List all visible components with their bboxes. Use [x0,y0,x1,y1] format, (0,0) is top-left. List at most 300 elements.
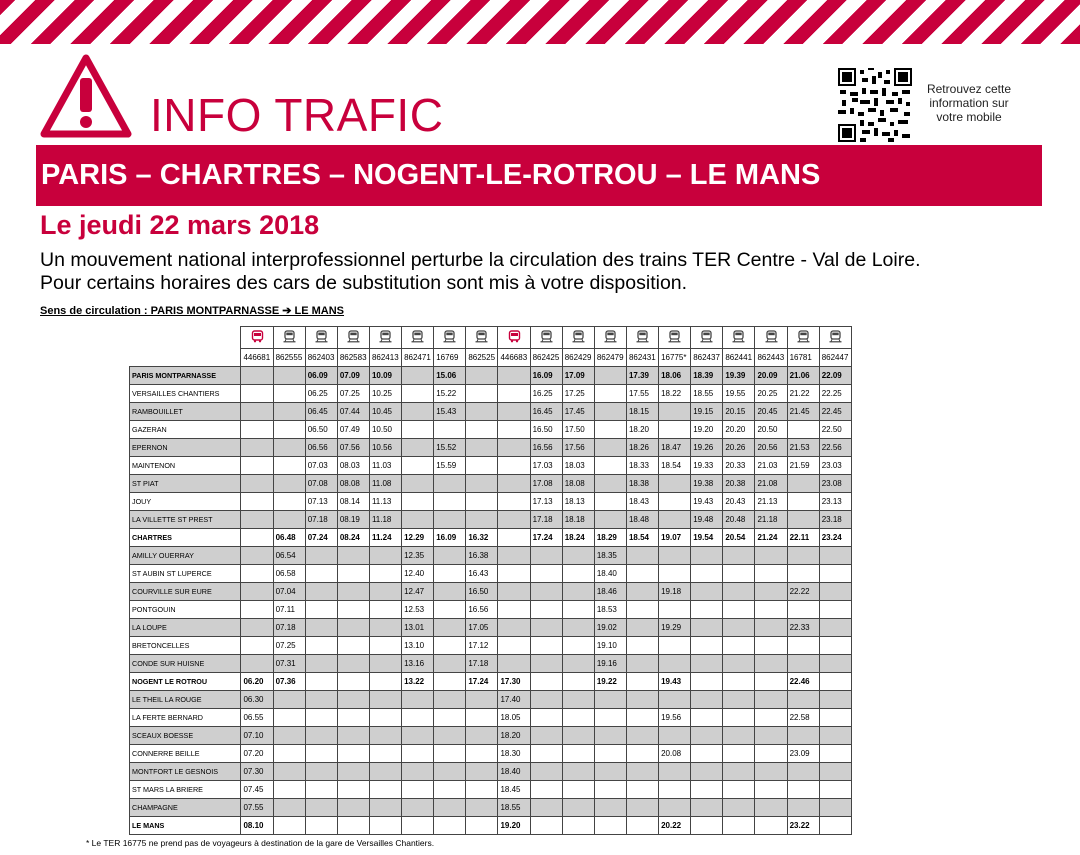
departure-time [434,691,466,709]
departure-time [337,727,369,745]
departure-time [498,421,530,439]
station-name: PARIS MONTPARNASSE [130,367,241,385]
departure-time [755,799,787,817]
departure-time [594,457,626,475]
departure-time [626,691,658,709]
departure-time [723,817,755,835]
departure-time: 18.54 [626,529,658,547]
departure-time [273,691,305,709]
departure-time: 12.53 [402,601,434,619]
departure-time [691,817,723,835]
table-row [130,565,852,583]
departure-time: 19.16 [594,655,626,673]
departure-time: 17.55 [626,385,658,403]
departure-time [402,799,434,817]
departure-time [594,421,626,439]
departure-time [305,763,337,781]
departure-time: 19.29 [659,619,691,637]
departure-time: 20.20 [723,421,755,439]
departure-time [819,817,851,835]
departure-time [434,727,466,745]
departure-time [691,601,723,619]
departure-time [562,601,594,619]
train-icon [337,327,369,349]
departure-time [530,583,562,601]
departure-time: 11.18 [369,511,401,529]
departure-time [723,655,755,673]
departure-time [369,619,401,637]
departure-time: 06.58 [273,565,305,583]
disruption-description [40,249,920,295]
departure-time: 07.11 [273,601,305,619]
departure-time: 20.45 [755,403,787,421]
train-number: 862583 [337,349,369,367]
departure-time [402,439,434,457]
table-row [130,601,852,619]
departure-time: 22.22 [787,583,819,601]
departure-time [434,493,466,511]
departure-time [626,601,658,619]
departure-time [241,601,273,619]
departure-time [434,637,466,655]
departure-time [562,727,594,745]
departure-time: 20.38 [723,475,755,493]
departure-time: 17.45 [562,403,594,421]
departure-time [466,385,498,403]
departure-time [498,439,530,457]
departure-time [498,619,530,637]
departure-time [562,817,594,835]
train-icon [369,327,401,349]
departure-time: 23.09 [787,745,819,763]
departure-time [498,565,530,583]
departure-time: 06.56 [305,439,337,457]
train-number: 862471 [402,349,434,367]
departure-time [466,457,498,475]
table-row [130,763,852,781]
departure-time [691,781,723,799]
departure-time [594,745,626,763]
departure-time [691,637,723,655]
departure-time [755,817,787,835]
departure-time [337,565,369,583]
departure-time: 20.26 [723,439,755,457]
departure-time [723,673,755,691]
departure-time [787,511,819,529]
departure-time [723,565,755,583]
departure-time [755,781,787,799]
departure-time: 23.24 [819,529,851,547]
departure-time [594,709,626,727]
departure-time: 08.14 [337,493,369,511]
departure-time: 21.08 [755,475,787,493]
train-icon [530,327,562,349]
departure-time: 13.16 [402,655,434,673]
departure-time: 18.54 [659,457,691,475]
departure-time: 06.20 [241,673,273,691]
departure-time: 18.33 [626,457,658,475]
warning-icon [40,54,132,143]
station-name: NOGENT LE ROTROU [130,673,241,691]
departure-time: 07.56 [337,439,369,457]
departure-time: 21.13 [755,493,787,511]
departure-time: 20.33 [723,457,755,475]
departure-time: 11.24 [369,529,401,547]
departure-time: 17.39 [626,367,658,385]
departure-time: 11.13 [369,493,401,511]
departure-time [273,439,305,457]
departure-time: 18.20 [626,421,658,439]
departure-time [241,385,273,403]
departure-time [819,763,851,781]
departure-time [691,727,723,745]
train-icon [305,327,337,349]
departure-time: 22.56 [819,439,851,457]
train-icon [594,327,626,349]
departure-time: 23.22 [787,817,819,835]
departure-time [434,619,466,637]
departure-time [498,601,530,619]
departure-time [819,637,851,655]
departure-time: 07.25 [273,637,305,655]
departure-time: 07.03 [305,457,337,475]
departure-time [402,385,434,403]
departure-time: 10.09 [369,367,401,385]
departure-time [498,547,530,565]
departure-time: 17.56 [562,439,594,457]
departure-time: 07.31 [273,655,305,673]
table-row [130,547,852,565]
departure-time [691,745,723,763]
departure-time [466,781,498,799]
departure-time [787,637,819,655]
departure-time [369,601,401,619]
departure-time: 17.30 [498,673,530,691]
departure-time [241,421,273,439]
departure-time: 18.20 [498,727,530,745]
departure-time [466,799,498,817]
departure-time [723,763,755,781]
departure-time [402,367,434,385]
departure-time [369,817,401,835]
departure-time [723,601,755,619]
departure-time [273,493,305,511]
train-number: 16775* [659,349,691,367]
departure-time [241,511,273,529]
departure-time [434,673,466,691]
departure-time: 18.24 [562,529,594,547]
departure-time [723,709,755,727]
table-row [130,727,852,745]
departure-time [659,763,691,781]
departure-time: 11.03 [369,457,401,475]
departure-time [337,673,369,691]
departure-time: 18.30 [498,745,530,763]
departure-time: 23.03 [819,457,851,475]
departure-time [787,781,819,799]
departure-time [659,655,691,673]
station-name: CHAMPAGNE [130,799,241,817]
departure-time [402,745,434,763]
departure-time: 18.39 [691,367,723,385]
departure-time [723,691,755,709]
departure-time [626,655,658,673]
train-icon [273,327,305,349]
departure-time [369,565,401,583]
departure-time [787,547,819,565]
departure-time [594,799,626,817]
table-row [130,817,852,835]
departure-time [369,655,401,673]
departure-time [402,781,434,799]
departure-time: 07.36 [273,673,305,691]
departure-time: 19.48 [691,511,723,529]
departure-time [594,475,626,493]
departure-time [273,511,305,529]
departure-time [787,601,819,619]
departure-time [273,457,305,475]
departure-time [337,709,369,727]
train-number: 862525 [466,349,498,367]
train-number: 16781 [787,349,819,367]
table-row [130,745,852,763]
departure-time: 12.35 [402,547,434,565]
departure-time: 12.47 [402,583,434,601]
page-title: INFO TRAFIC [150,89,444,141]
departure-time [273,727,305,745]
departure-time: 06.45 [305,403,337,421]
table-row [130,367,852,385]
departure-time [626,781,658,799]
train-icon [691,327,723,349]
departure-time [659,475,691,493]
departure-time: 07.18 [273,619,305,637]
departure-time [434,421,466,439]
departure-time [530,745,562,763]
station-name: LA FERTE BERNARD [130,709,241,727]
station-name: PONTGOUIN [130,601,241,619]
departure-time [305,547,337,565]
departure-time [819,709,851,727]
departure-time [434,547,466,565]
train-number: 446683 [498,349,530,367]
departure-time [594,385,626,403]
departure-time: 23.18 [819,511,851,529]
departure-time: 21.53 [787,439,819,457]
departure-time [337,619,369,637]
departure-time [659,565,691,583]
departure-time [691,709,723,727]
departure-time [466,511,498,529]
departure-time [402,727,434,745]
departure-time: 06.25 [305,385,337,403]
train-icon [723,327,755,349]
departure-time: 18.06 [659,367,691,385]
departure-time [626,673,658,691]
departure-time [594,511,626,529]
departure-time: 06.50 [305,421,337,439]
departure-time [434,817,466,835]
departure-time [402,817,434,835]
departure-time [434,745,466,763]
departure-time [755,691,787,709]
departure-time: 06.55 [241,709,273,727]
departure-time [241,475,273,493]
blank-cell [130,327,241,349]
departure-time [305,745,337,763]
train-number: 446681 [241,349,273,367]
table-row [130,619,852,637]
departure-time: 16.56 [466,601,498,619]
station-name: LA LOUPE [130,619,241,637]
departure-time: 08.03 [337,457,369,475]
departure-time [659,601,691,619]
departure-time [723,781,755,799]
station-name: ST MARS LA BRIERE [130,781,241,799]
departure-time [819,601,851,619]
departure-time [594,727,626,745]
departure-time: 19.56 [659,709,691,727]
header-stripes [0,0,1080,44]
departure-time [530,781,562,799]
departure-time: 19.18 [659,583,691,601]
departure-time [498,385,530,403]
departure-time [402,493,434,511]
train-number: 862555 [273,349,305,367]
departure-time [626,763,658,781]
departure-time: 19.43 [659,673,691,691]
departure-time [337,817,369,835]
station-name: LE THEIL LA ROUGE [130,691,241,709]
departure-time [273,421,305,439]
table-row [130,637,852,655]
qr-code-icon[interactable] [838,68,912,147]
departure-time [659,781,691,799]
train-number: 862479 [594,349,626,367]
departure-time [305,619,337,637]
departure-time [305,637,337,655]
departure-time: 16.50 [530,421,562,439]
departure-time [337,547,369,565]
departure-time [626,745,658,763]
station-name: LA VILLETTE ST PREST [130,511,241,529]
station-name: CHARTRES [130,529,241,547]
departure-time [434,565,466,583]
departure-time [755,745,787,763]
table-row [130,781,852,799]
departure-time [305,709,337,727]
train-number: 862441 [723,349,755,367]
departure-time [755,709,787,727]
departure-time: 22.25 [819,385,851,403]
departure-time [241,529,273,547]
departure-time: 18.18 [562,511,594,529]
departure-time [562,547,594,565]
departure-time: 08.08 [337,475,369,493]
departure-time: 18.46 [594,583,626,601]
departure-time [562,619,594,637]
departure-time [562,763,594,781]
departure-time [819,673,851,691]
departure-time: 19.26 [691,439,723,457]
train-icon [402,327,434,349]
departure-time [402,709,434,727]
station-name: BRETONCELLES [130,637,241,655]
departure-time [819,727,851,745]
departure-time [466,493,498,511]
departure-time: 19.20 [691,421,723,439]
departure-time [434,763,466,781]
departure-time [755,547,787,565]
departure-time: 06.48 [273,529,305,547]
departure-time: 18.08 [562,475,594,493]
departure-time: 21.18 [755,511,787,529]
direction-label: Sens de circulation : PARIS MONTPARNASSE ➔ LE MANS [40,305,345,317]
departure-time [530,709,562,727]
departure-time [530,601,562,619]
departure-time [305,655,337,673]
departure-time [659,637,691,655]
departure-time [466,763,498,781]
departure-time [241,439,273,457]
departure-time [369,745,401,763]
departure-time: 10.25 [369,385,401,403]
departure-time [241,655,273,673]
departure-time [241,403,273,421]
departure-time: 21.22 [787,385,819,403]
departure-time: 18.47 [659,439,691,457]
departure-time [819,619,851,637]
departure-time [723,727,755,745]
departure-time [466,817,498,835]
train-number: 862447 [819,349,851,367]
departure-time: 20.22 [659,817,691,835]
departure-time: 16.25 [530,385,562,403]
departure-time: 18.40 [594,565,626,583]
departure-time [562,745,594,763]
blank-cell [130,349,241,367]
departure-time: 15.43 [434,403,466,421]
departure-time [562,583,594,601]
departure-time [691,673,723,691]
departure-time: 20.48 [723,511,755,529]
departure-time: 10.56 [369,439,401,457]
description-line: Pour certains horaires des cars de substitution sont mis à votre disposition. [40,272,688,294]
train-number: 862437 [691,349,723,367]
departure-time: 18.40 [498,763,530,781]
departure-time: 19.20 [498,817,530,835]
train-number: 862425 [530,349,562,367]
station-name: ST AUBIN ST LUPERCE [130,565,241,583]
departure-time [434,799,466,817]
departure-time: 18.35 [594,547,626,565]
departure-time: 22.58 [787,709,819,727]
departure-time [369,637,401,655]
station-name: CONDE SUR HUISNE [130,655,241,673]
departure-time: 19.43 [691,493,723,511]
departure-time: 22.33 [787,619,819,637]
departure-time [723,799,755,817]
departure-time [787,565,819,583]
departure-time [530,673,562,691]
departure-time: 17.13 [530,493,562,511]
departure-time [466,403,498,421]
bus-icon [241,327,273,349]
departure-time: 07.09 [337,367,369,385]
departure-time [787,799,819,817]
timetable [129,326,852,835]
table-row [130,439,852,457]
